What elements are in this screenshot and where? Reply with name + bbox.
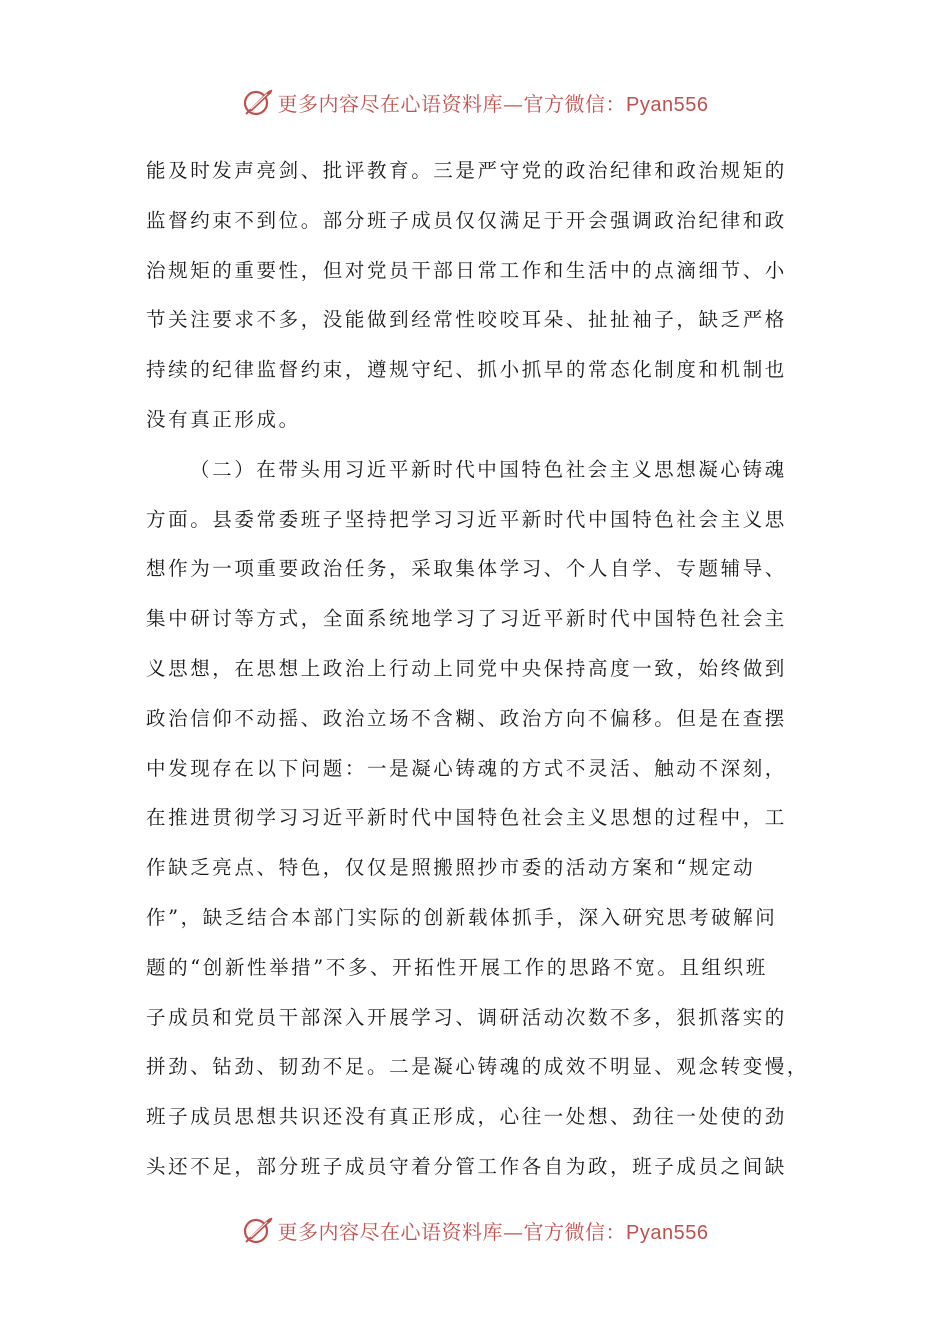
- text-line: 没有真正形成。: [146, 407, 301, 431]
- footer-wechat-id: Pyan556: [626, 1221, 709, 1244]
- text-line: 在推进贯彻学习习近平新时代中国特色社会主义思想的过程中，工: [146, 806, 787, 830]
- text-line: 政治信仰不动摇、政治立场不含糊、政治方向不偏移。但是在查摆: [146, 706, 787, 730]
- text-line: 方面。县委常委班子坚持把学习习近平新时代中国特色社会主义思: [146, 507, 787, 531]
- text-line: 义思想，在思想上政治上行动上同党中央保持高度一致，始终做到: [146, 656, 787, 680]
- text-line: 能及时发声亮剑、批评教育。三是严守党的政治纪律和政治规矩的: [146, 159, 787, 182]
- text-line: 监督约束不到位。部分班子成员仅仅满足于开会强调政治纪律和政: [146, 208, 787, 232]
- text-line: 想作为一项重要政治任务，采取集体学习、个人自学、专题辅导、: [146, 557, 787, 581]
- text-line: 治规矩的重要性，但对党员干部日常工作和生活中的点滴细节、小: [146, 258, 787, 282]
- text-line: 题的“创新性举措”不多、开拓性开展工作的思路不宽。且组织班: [146, 955, 768, 979]
- quill-pen-logo-icon: [242, 1214, 274, 1246]
- text-line: 班子成员思想共识还没有真正形成，心往一处想、劲往一处使的劲: [146, 1105, 787, 1129]
- text-line: 节关注要求不多，没能做到经常性咬咬耳朵、扯扯袖子，缺乏严格: [146, 308, 787, 332]
- quill-pen-logo-icon: [242, 86, 274, 118]
- header-wechat-id: Pyan556: [626, 93, 709, 116]
- footer-banner: [0, 1210, 950, 1250]
- text-line: 子成员和党员干部深入开展学习、调研活动次数不多，狠抓落实的: [146, 1005, 787, 1029]
- section-heading-line: （二）在带头用习近平新时代中国特色社会主义思想凝心铸魂: [190, 457, 787, 481]
- text-line: 持续的纪律监督约束，遵规守纪、抓小抓早的常态化制度和机制也: [146, 358, 787, 382]
- text-line: 中发现存在以下问题：一是凝心铸魂的方式不灵活、触动不深刻，: [146, 756, 787, 780]
- text-line: 集中研讨等方式，全面系统地学习了习近平新时代中国特色社会主: [146, 607, 787, 631]
- text-line: 作缺乏亮点、特色，仅仅是照搬照抄市委的活动方案和“规定动: [146, 856, 756, 880]
- text-line: 作”，缺乏结合本部门实际的创新载体抓手，深入研究思考破解问: [146, 905, 778, 929]
- header-banner-text: 更多内容尽在心语资料库—官方微信：Pyan556: [277, 91, 709, 116]
- text-line: 拼劲、钻劲、韧劲不足。二是凝心铸魂的成效不明显、观念转变慢，: [146, 1055, 810, 1079]
- footer-banner-text: 更多内容尽在心语资料库—官方微信：Pyan556: [277, 1219, 709, 1244]
- document-body: [146, 146, 814, 1192]
- header-banner: [0, 82, 950, 122]
- text-line: 头还不足，部分班子成员守着分管工作各自为政，班子成员之间缺: [146, 1154, 787, 1178]
